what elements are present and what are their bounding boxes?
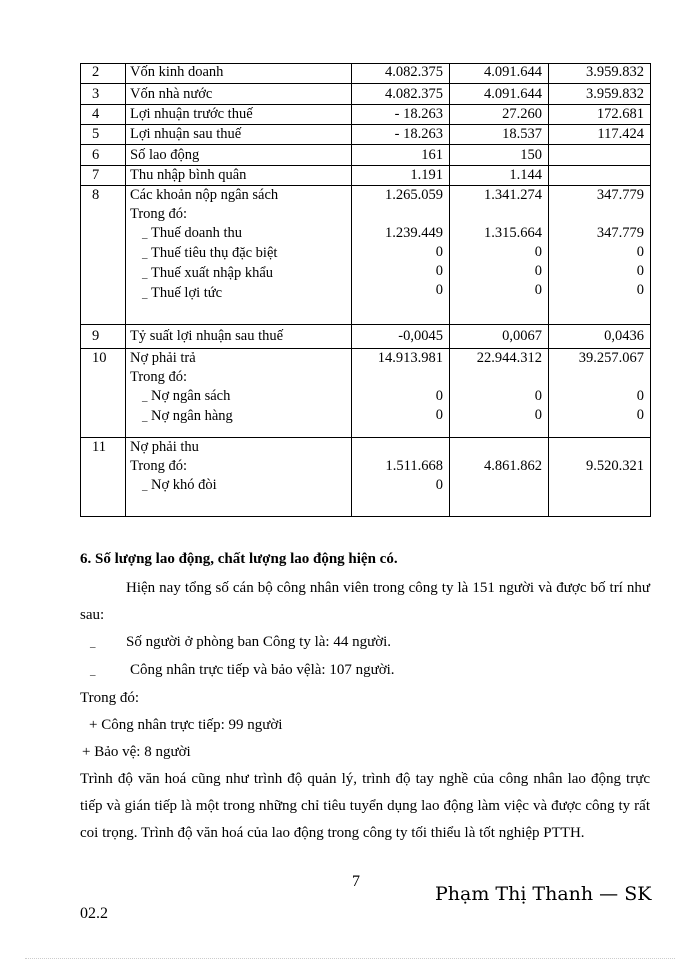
sub-item-label: Nợ ngân hàng <box>151 408 233 424</box>
dash-bullet: _ <box>90 665 96 677</box>
value: 0,0067 <box>502 328 542 344</box>
value: 347.779 <box>596 187 644 203</box>
value-cell-c2 <box>450 186 549 325</box>
value-cell-c1 <box>352 84 450 105</box>
value: 0 <box>435 407 443 423</box>
value-cell-c3 <box>549 349 651 438</box>
table-row <box>81 349 651 438</box>
value: 1.191 <box>410 167 443 183</box>
value-cell-c3 <box>549 325 651 349</box>
value: 150 <box>520 147 542 163</box>
row-label-text: Các khoản nộp ngân sách <box>130 187 279 203</box>
value <box>358 205 443 224</box>
sub-item-label: Thuế doanh thu <box>151 225 243 241</box>
value: 0 <box>636 263 644 279</box>
row-label-text: Lợi nhuận trước thuế <box>130 106 253 122</box>
value <box>555 205 644 224</box>
value: 0 <box>534 244 542 260</box>
value-cell-c3 <box>549 145 651 166</box>
value: 0 <box>534 407 542 423</box>
value-cell-c2 <box>450 166 549 186</box>
row-number: 11 <box>81 438 126 517</box>
value: 172.681 <box>596 106 644 122</box>
value: 0 <box>636 244 644 260</box>
value <box>555 476 644 495</box>
value: 3.959.832 <box>586 86 644 102</box>
value: 161 <box>421 147 443 163</box>
value-cell-c3 <box>549 105 651 125</box>
dash-bullet: _ <box>142 288 148 300</box>
value: 0 <box>435 477 443 493</box>
row-label-text: Vốn nhà nước <box>130 86 213 102</box>
row-label-text: Lợi nhuận sau thuế <box>130 126 242 142</box>
row-label-text: Nợ phải thu <box>130 439 199 455</box>
value-cell-c2 <box>450 105 549 125</box>
value-cell-c2 <box>450 64 549 84</box>
sub-item-label: Thuế tiêu thụ đặc biệt <box>151 245 278 261</box>
value: 39.257.067 <box>578 350 644 366</box>
row-label <box>126 145 352 166</box>
value: 0 <box>435 388 443 404</box>
dash-bullet: _ <box>142 228 148 240</box>
value: 22.944.312 <box>476 350 542 366</box>
section-6 <box>80 548 650 847</box>
sub-item-label: Thuế lợi tức <box>151 285 223 301</box>
qualification-paragraph: Trình độ văn hoá cũng như trình độ quản lý, trình độ tay nghề của công nhân lao động trực tiếp và gián tiếp là một trong những chỉ tiêu tuyển dụng lao động làm việc và được công ty rất coi trọng. Trình độ văn hoá của lao động trong công ty tối thiểu là tốt nghiệp PTTH. <box>80 771 650 841</box>
row-label <box>126 105 352 125</box>
value <box>456 476 542 495</box>
value-cell-c1 <box>352 64 450 84</box>
row-label-text: Số lao động <box>130 147 200 163</box>
row-label <box>126 64 352 84</box>
page-bottom-divider <box>25 958 675 959</box>
value: 14.913.981 <box>377 350 443 366</box>
row-label <box>126 349 352 438</box>
value: 0 <box>636 388 644 404</box>
value: 1.265.059 <box>385 187 443 203</box>
row-number: 4 <box>81 105 126 125</box>
value <box>555 166 644 185</box>
plus-item: + Bảo vệ: 8 người <box>82 744 191 760</box>
value: 4.861.862 <box>484 458 542 474</box>
value-cell-c3 <box>549 166 651 186</box>
sub-heading: Trong đó: <box>130 458 188 474</box>
value-cell-c3 <box>549 438 651 517</box>
row-number: 6 <box>81 145 126 166</box>
table-row <box>81 125 651 145</box>
row-number: 7 <box>81 166 126 186</box>
list-item: _ Số người ở phòng ban Công ty là: 44 người. <box>80 629 650 657</box>
value: 0 <box>534 388 542 404</box>
dash-bullet: _ <box>142 268 148 280</box>
value-cell-c2 <box>450 438 549 517</box>
dash-bullet: _ <box>142 411 148 423</box>
row-label <box>126 125 352 145</box>
dash-bullet: _ <box>142 480 148 492</box>
row-number: 3 <box>81 84 126 105</box>
value-cell-c1 <box>352 145 450 166</box>
value: 0 <box>435 244 443 260</box>
footer-code: 02.2 <box>80 905 108 922</box>
value: 9.520.321 <box>586 458 644 474</box>
row-label-text: Tỷ suất lợi nhuận sau thuế <box>130 328 284 344</box>
row-number: 2 <box>81 64 126 84</box>
row-label <box>126 438 352 517</box>
table-row <box>81 186 651 325</box>
value: 18.537 <box>502 126 542 142</box>
table-row <box>81 325 651 349</box>
value: 117.424 <box>597 126 644 142</box>
table-row <box>81 166 651 186</box>
value: 1.239.449 <box>385 225 443 241</box>
table-row <box>81 84 651 105</box>
value-cell-c1 <box>352 166 450 186</box>
dash-bullet: _ <box>90 637 96 649</box>
row-label-text: Thu nhập bình quân <box>130 167 247 183</box>
value-cell-c2 <box>450 84 549 105</box>
plus-item: + Công nhân trực tiếp: 99 người <box>89 717 283 733</box>
value-cell-c3 <box>549 186 651 325</box>
value-cell-c1 <box>352 125 450 145</box>
value: 27.260 <box>502 106 542 122</box>
value: 0 <box>435 282 443 298</box>
value <box>358 368 443 387</box>
value <box>456 368 542 387</box>
value: 4.091.644 <box>484 64 542 80</box>
value <box>456 205 542 224</box>
value: 4.082.375 <box>385 86 443 102</box>
value-cell-c1 <box>352 349 450 438</box>
value-cell-c3 <box>549 125 651 145</box>
value-cell-c2 <box>450 125 549 145</box>
sub-heading: Trong đó: <box>130 206 188 222</box>
row-label <box>126 84 352 105</box>
value: 347.779 <box>596 225 644 241</box>
value-cell-c3 <box>549 64 651 84</box>
page-number: 7 <box>352 873 360 890</box>
value: 3.959.832 <box>586 64 644 80</box>
value: 4.091.644 <box>484 86 542 102</box>
value-cell-c2 <box>450 349 549 438</box>
row-number: 10 <box>81 349 126 438</box>
intro-paragraph: Hiện nay tổng số cán bộ công nhân viên trong công ty là 151 người và được bố trí như sau: <box>80 580 650 623</box>
value: 1.144 <box>509 167 542 183</box>
value-cell-c2 <box>450 145 549 166</box>
value-cell-c3 <box>549 84 651 105</box>
row-number: 9 <box>81 325 126 349</box>
value-cell-c1 <box>352 186 450 325</box>
section-heading: 6. Số lượng lao động, chất lượng lao động hiện có. <box>80 551 398 567</box>
value <box>358 438 443 457</box>
value <box>555 368 644 387</box>
footer-author: Phạm Thị Thanh — SK <box>435 883 652 905</box>
value: 0 <box>534 282 542 298</box>
value-cell-c2 <box>450 325 549 349</box>
row-label-text: Vốn kinh doanh <box>130 64 224 80</box>
table-row <box>81 145 651 166</box>
financial-table <box>80 63 651 517</box>
list-item: _ Công nhân trực tiếp và bảo vệlà: 107 người. <box>80 657 650 685</box>
value: 1.341.274 <box>484 187 542 203</box>
value: -0,0045 <box>398 328 443 344</box>
value: 4.082.375 <box>385 64 443 80</box>
value: 0 <box>636 282 644 298</box>
dash-bullet: _ <box>142 391 148 403</box>
value: - 18.263 <box>394 126 443 142</box>
table-row <box>81 105 651 125</box>
row-label <box>126 166 352 186</box>
value: 1.315.664 <box>484 225 542 241</box>
row-label <box>126 325 352 349</box>
sub-item-label: Thuế xuất nhập khẩu <box>151 265 274 281</box>
dash-bullet: _ <box>142 248 148 260</box>
value-cell-c1 <box>352 325 450 349</box>
row-number: 8 <box>81 186 126 325</box>
value-cell-c1 <box>352 105 450 125</box>
sub-item-label: Nợ ngân sách <box>151 388 231 404</box>
value: 0,0436 <box>604 328 644 344</box>
value: - 18.263 <box>394 106 443 122</box>
row-label <box>126 186 352 325</box>
table-row <box>81 438 651 517</box>
value: 1.511.668 <box>385 458 443 474</box>
sub-heading: Trong đó: <box>130 369 188 385</box>
sub-item-label: Nợ khó đòi <box>151 477 217 493</box>
value <box>456 438 542 457</box>
value: 0 <box>534 263 542 279</box>
trong-do-label: Trong đó: <box>80 690 140 706</box>
value <box>555 438 644 457</box>
row-number: 5 <box>81 125 126 145</box>
value <box>555 145 644 164</box>
table-row <box>81 64 651 84</box>
row-label-text: Nợ phải trả <box>130 350 196 366</box>
value-cell-c1 <box>352 438 450 517</box>
table-body <box>81 64 651 517</box>
value: 0 <box>636 407 644 423</box>
value: 0 <box>435 263 443 279</box>
